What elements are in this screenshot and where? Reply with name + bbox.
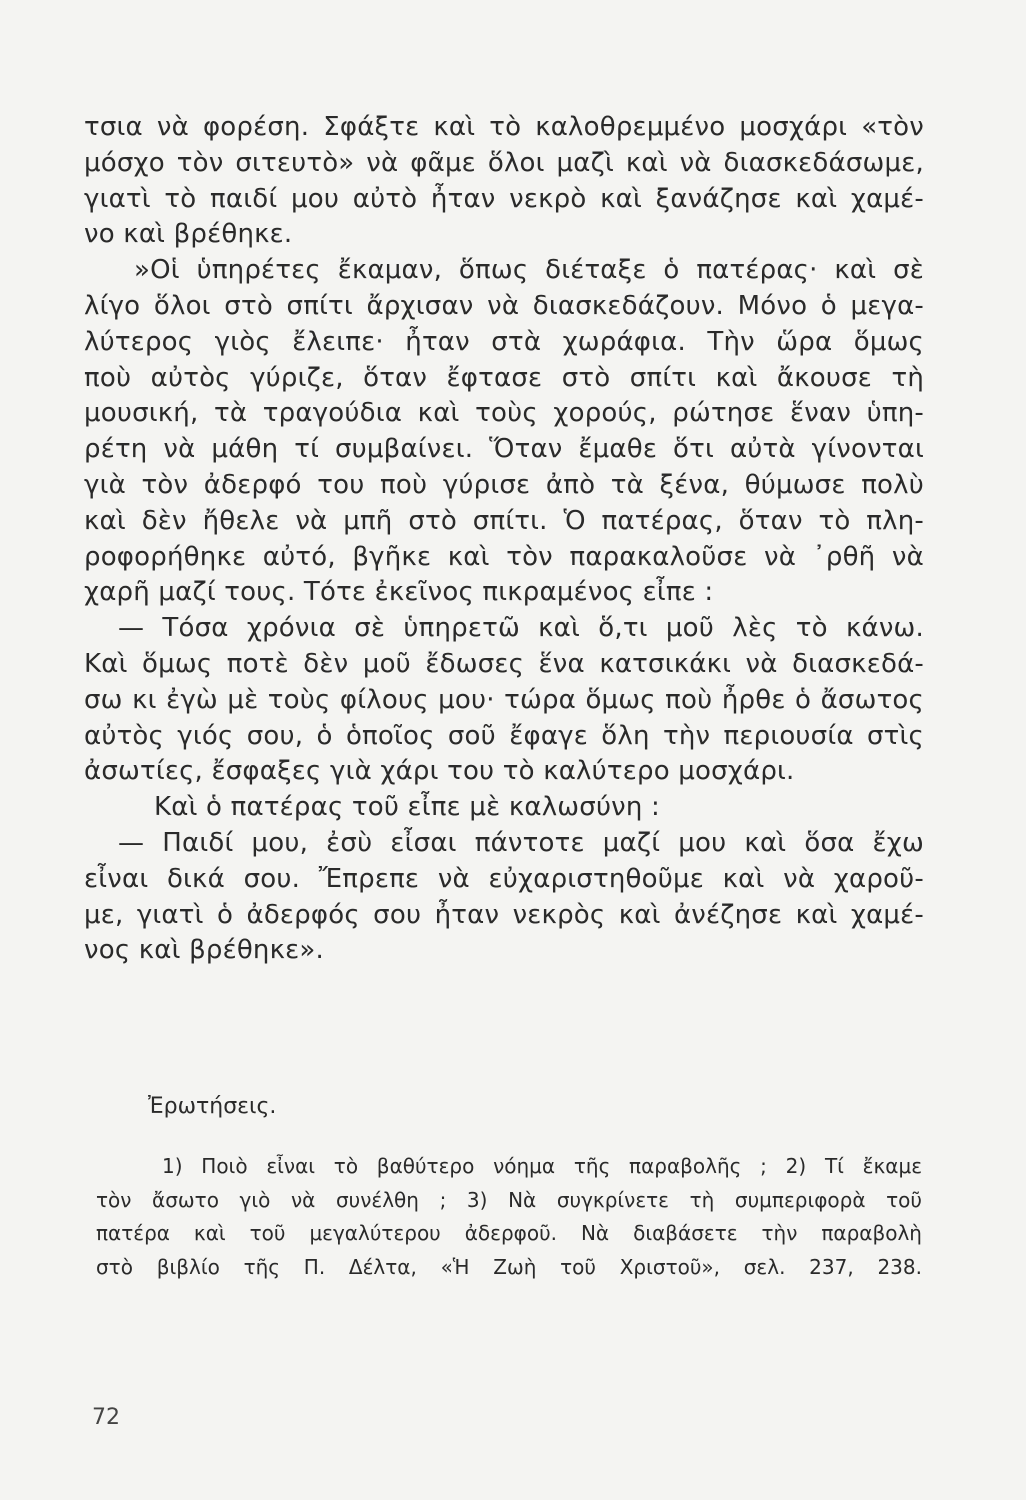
text-line: λίγο ὅλοι στὸ σπίτι ἄρχισαν νὰ διασκεδάζουν. Μόνο ὁ μεγα-: [84, 290, 924, 321]
question-line: τὸν ἄσωτο γιὸ νὰ συνέλθη ; 3) Νὰ συγκρίνετε τὴ συμπεριφορὰ τοῦ: [96, 1187, 922, 1212]
text-line: μουσική, τὰ τραγούδια καὶ τοὺς χορούς, ρώτησε ἕναν ὑπη-: [84, 398, 924, 429]
text-line: εἶναι δικά σου. Ἔπρεπε νὰ εὐχαριστηθοῦμε καὶ νὰ χαροῦ-: [84, 863, 924, 894]
question-line: πατέρα καὶ τοῦ μεγαλύτερου ἀδερφοῦ. Νὰ διαβάσετε τὴν παραβολὴ: [96, 1221, 922, 1245]
text-line: Καὶ ὁ πατέρας τοῦ εἶπε μὲ καλωσύνη :: [154, 792, 661, 823]
text-line: ροφορήθηκε αὐτό, βγῆκε καὶ τὸν παρακαλοῦσε νὰ ᾽ρθῆ νὰ: [84, 541, 924, 572]
question-line: στὸ βιβλίο τῆς Π. Δέλτα, «Ἡ Ζωὴ τοῦ Χριστοῦ», σελ. 237, 238.: [96, 1254, 922, 1279]
text-line: γιὰ τὸν ἀδερφό του ποὺ γύρισε ἀπὸ τὰ ξένα, θύμωσε πολὺ: [84, 469, 924, 500]
text-line: ρέτη νὰ μάθη τί συμβαίνει. Ὅταν ἔμαθε ὅτι αὐτὰ γίνονται: [84, 434, 924, 465]
text-line: καὶ δὲν ἤθελε νὰ μπῆ στὸ σπίτι. Ὁ πατέρας, ὅταν τὸ πλη-: [84, 505, 924, 536]
page-number: 72: [92, 1405, 120, 1430]
text-line: λύτερος γιὸς ἔλειπε· ἦταν στὰ χωράφια. Τὴν ὥρα ὅμως: [84, 326, 924, 357]
text-line: »Οἱ ὑπηρέτες ἔκαμαν, ὅπως διέταξε ὁ πατέρας· καὶ σὲ: [134, 255, 924, 286]
questions-block: [96, 1150, 922, 1284]
text-line: μόσχο τὸν σιτευτὸ» νὰ φᾶμε ὅλοι μαζὶ καὶ νὰ διασκεδάσωμε,: [84, 147, 924, 178]
text-line: — Τόσα χρόνια σὲ ὑπηρετῶ καὶ ὅ,τι μοῦ λὲς τὸ κάνω.: [118, 613, 924, 644]
text-line: Καὶ ὅμως ποτὲ δὲν μοῦ ἔδωσες ἕνα κατσικάκι νὰ διασκεδά-: [84, 648, 924, 679]
question-line: 1) Ποιὸ εἶναι τὸ βαθύτερο νόημα τῆς παραβολῆς ; 2) Τί ἔκαμε: [162, 1154, 922, 1178]
main-text: [84, 110, 924, 969]
text-line: χαρῆ μαζί τους. Τότε ἐκεῖνος πικραμένος εἶπε :: [84, 577, 714, 608]
text-line: νο καὶ βρέθηκε.: [84, 219, 293, 250]
text-line: με, γιατὶ ὁ ἀδερφός σου ἦταν νεκρὸς καὶ ἀνέζησε καὶ χαμέ-: [84, 899, 924, 930]
text-line: τσια νὰ φορέση. Σφάξτε καὶ τὸ καλοθρεμμένο μοσχάρι «τὸν: [84, 112, 924, 142]
questions-heading: Ἐρωτήσεις.: [148, 1094, 277, 1119]
text-line: νος καὶ βρέθηκε».: [84, 935, 324, 966]
text-line: αὐτὸς γιός σου, ὁ ὁποῖος σοῦ ἔφαγε ὅλη τὴν περιουσία στὶς: [84, 720, 924, 751]
text-line: — Παιδί μου, ἐσὺ εἶσαι πάντοτε μαζί μου καὶ ὅσα ἔχω: [118, 827, 924, 858]
text-line: ἀσωτίες, ἔσφαξες γιὰ χάρι του τὸ καλύτερο μοσχάρι.: [84, 756, 795, 787]
text-line: σω κι ἐγὼ μὲ τοὺς φίλους μου· τώρα ὅμως ποὺ ἦρθε ὁ ἄσωτος: [84, 684, 924, 715]
text-line: ποὺ αὐτὸς γύριζε, ὅταν ἔφτασε στὸ σπίτι καὶ ἄκουσε τὴ: [84, 362, 924, 393]
text-line: γιατὶ τὸ παιδί μου αὐτὸ ἦταν νεκρὸ καὶ ξανάζησε καὶ χαμέ-: [84, 183, 924, 214]
